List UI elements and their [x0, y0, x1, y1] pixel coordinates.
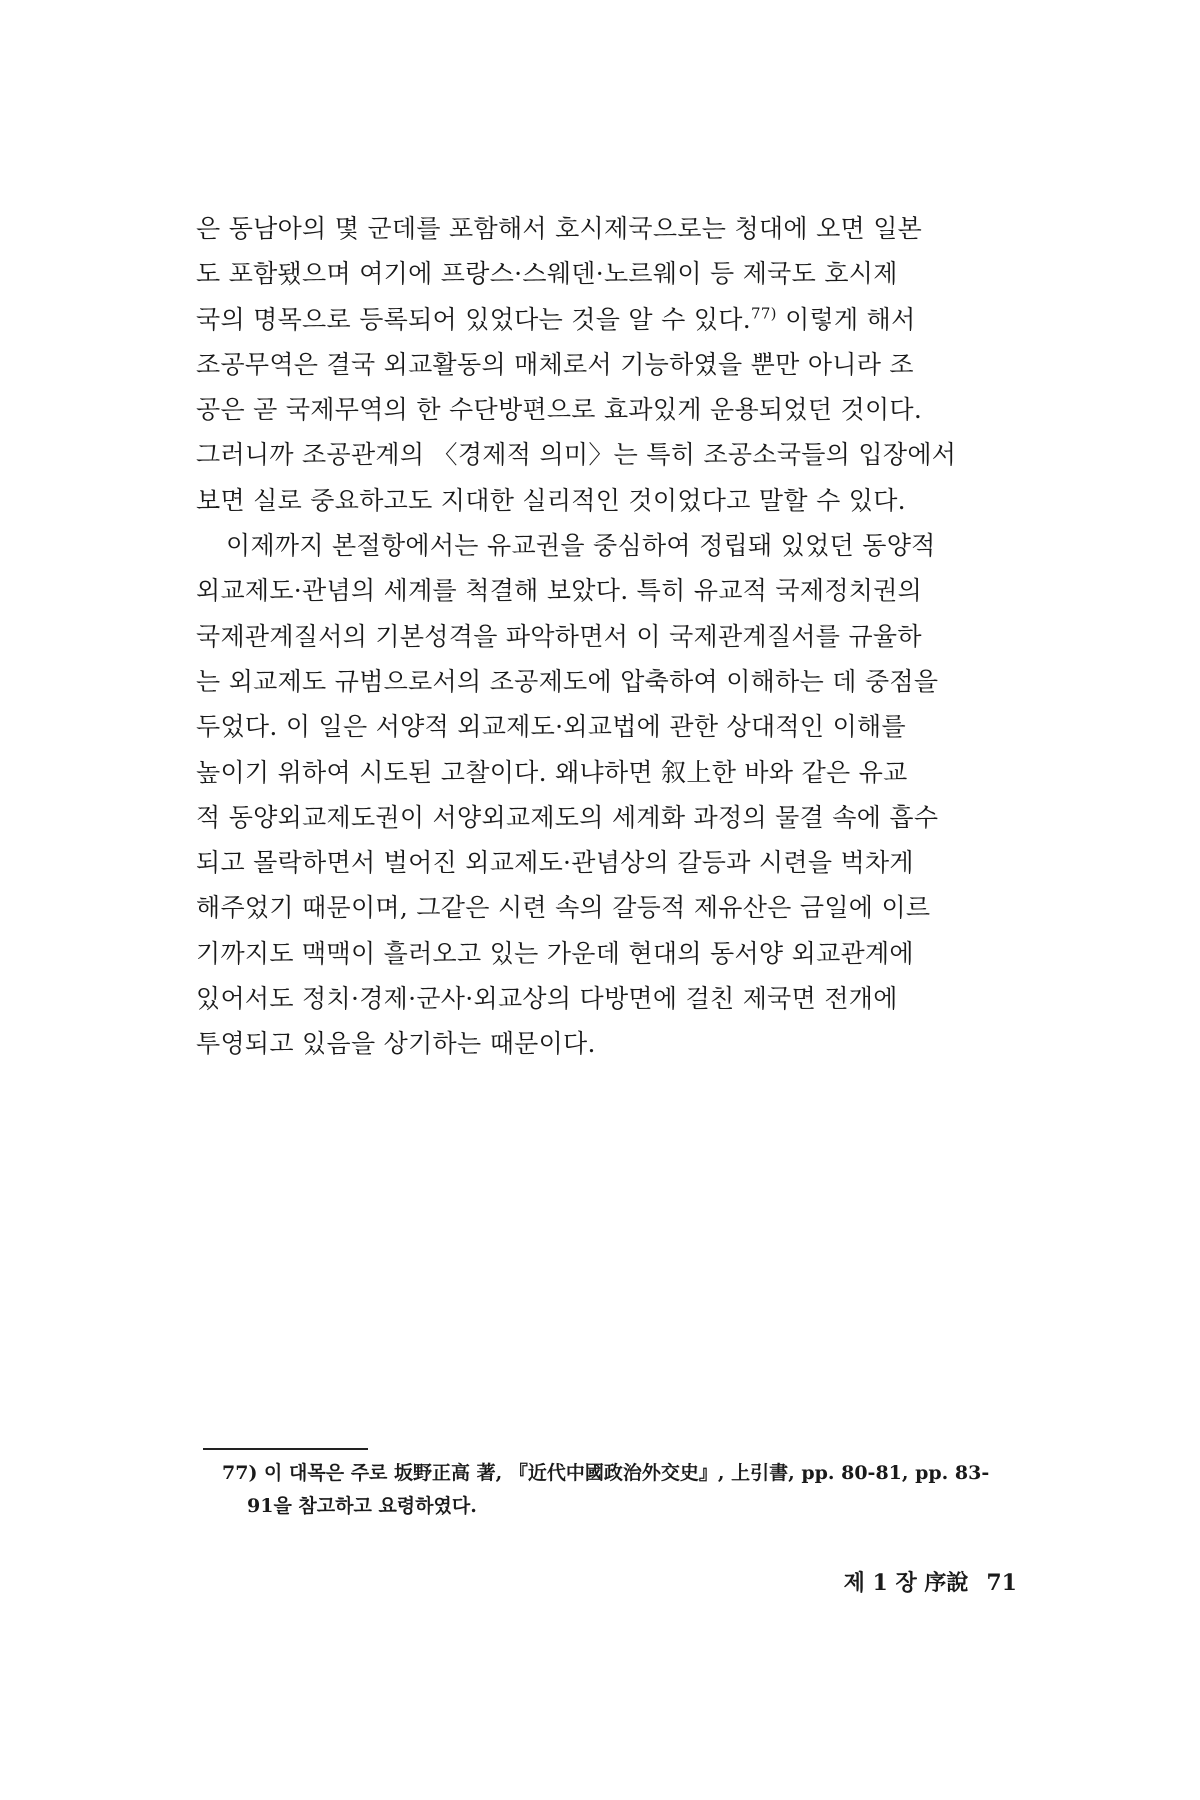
text-line: 그러니까 조공관계의 〈경제적 의미〉는 특히 조공소국들의 입장에서	[196, 440, 957, 470]
text-line: 은 동남아의 몇 군데를 포함해서 호시제국으로는 청대에 오면 일본	[196, 214, 923, 243]
text-line: 외교제도·관념의 세계를 척결해 보았다. 특히 유교적 국제정치권의	[196, 576, 923, 606]
text-line: 는 외교제도 규범으로서의 조공제도에 압축하여 이해하는 데 중점을	[196, 666, 939, 696]
text-line: 공은 곧 국제무역의 한 수단방편으로 효과있게 운용되었던 것이다.	[196, 395, 923, 425]
text-line: 적 동양외교제도권이 서양외교제도의 세계화 과정의 물결 속에 흡수	[196, 802, 939, 832]
footnote-line: 77) 이 대목은 주로 坂野正高 著, 『近代中國政治外交史』, 上引書, pp. 80-81, pp. 83-	[222, 1462, 990, 1484]
footnote-divider	[203, 1448, 368, 1450]
text-line: 기까지도 맥맥이 흘러오고 있는 가운데 현대의 동서양 외교관계에	[196, 938, 914, 968]
text-line: 있어서도 정치·경제·군사·외교상의 다방면에 걸친 제국면 전개에	[196, 984, 898, 1014]
footnote	[222, 1457, 1042, 1523]
footnote-line: 91을 참고하고 요령하였다.	[247, 1495, 477, 1517]
running-footer	[844, 1566, 1017, 1597]
text-line: 두었다. 이 일은 서양적 외교제도·외교법에 관한 상대적인 이해를	[196, 712, 906, 742]
text-line: 조공무역은 결국 외교활동의 매체로서 기능하였을 뿐만 아니라 조	[196, 349, 914, 379]
chapter-label: 제 1 장 序說	[843, 1570, 969, 1596]
text-line: 국제관계질서의 기본성격을 파악하면서 이 국제관계질서를 규율하	[196, 621, 922, 651]
text-line-paragraph-start: 이제까지 본절항에서는 유교권을 중심하여 정립돼 있었던 동양적	[226, 531, 936, 561]
text-line: 해주었기 때문이며, 그같은 시련 속의 갈등적 제유산은 금일에 이르	[196, 893, 931, 923]
text-line: 높이기 위하여 시도된 고찰이다. 왜냐하면 叙上한 바와 같은 유교	[196, 757, 908, 787]
body-text	[196, 206, 1021, 1067]
text-line-part: 이렇게 해서	[776, 304, 916, 334]
page-number: 71	[986, 1570, 1017, 1596]
text-line-part: 국의 명목으로 등록되어 있었다는 것을 알 수 있다.	[196, 304, 751, 334]
text-line: 보면 실로 중요하고도 지대한 실리적인 것이었다고 말할 수 있다.	[196, 485, 906, 515]
text-line: 되고 몰락하면서 벌어진 외교제도·관념상의 갈등과 시련을 벅차게	[196, 848, 914, 878]
footnote-marker: 77)	[750, 304, 777, 323]
text-line-with-footnote	[196, 297, 1021, 342]
text-line: 투영되고 있음을 상기하는 때문이다.	[196, 1029, 596, 1059]
text-line: 도 포함됐으며 여기에 프랑스·스웨덴·노르웨이 등 제국도 호시제	[196, 259, 898, 289]
